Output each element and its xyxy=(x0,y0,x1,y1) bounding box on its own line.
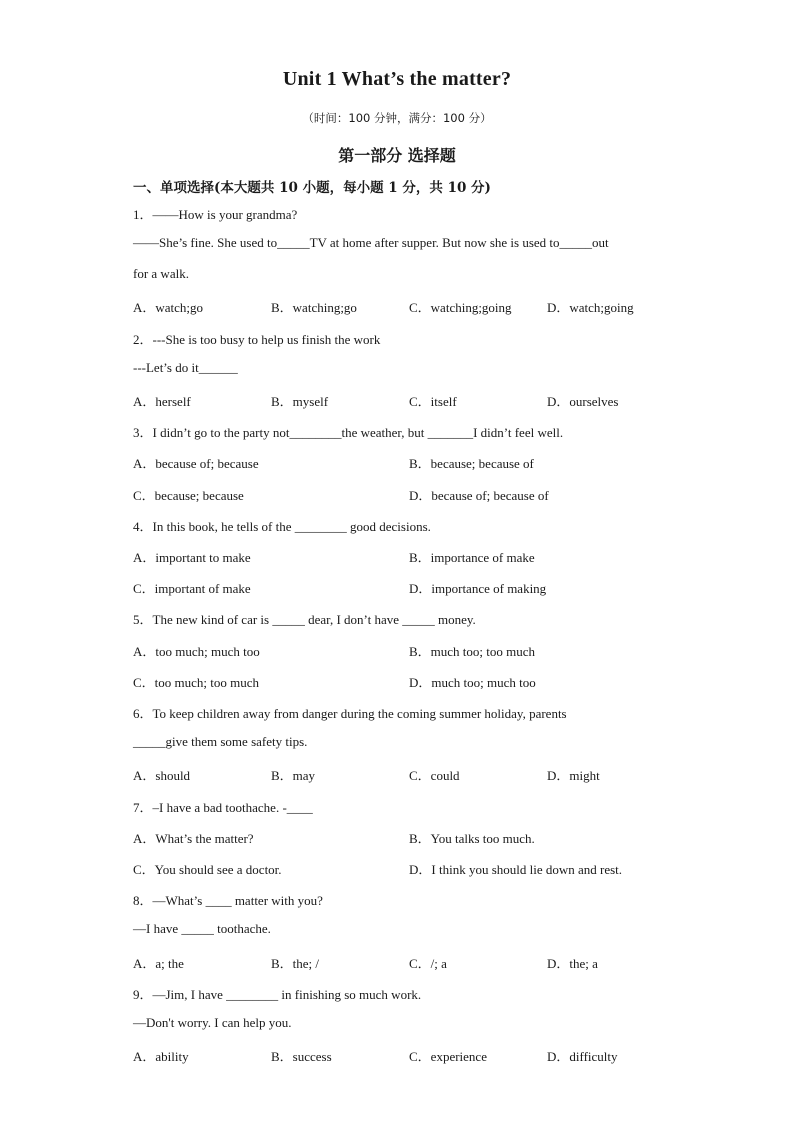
q9-option-d[interactable]: D．difficulty xyxy=(547,1049,618,1064)
q3-option-d[interactable]: D．because of; because of xyxy=(409,488,549,503)
q9-option-a[interactable]: A．ability xyxy=(133,1049,189,1064)
question-6-stem: 6．To keep children away from danger during the coming summer holiday, parents xyxy=(133,706,567,721)
q8-option-d[interactable]: D．the; a xyxy=(547,956,598,971)
part-heading: 第一部分 选择题 xyxy=(338,146,456,165)
q2-option-d[interactable]: D．ourselves xyxy=(547,394,619,409)
q8-option-c[interactable]: C．/; a xyxy=(409,956,447,971)
question-6-stem-line: _____give them some safety tips. xyxy=(133,734,308,749)
q6-option-c[interactable]: C．could xyxy=(409,768,460,783)
question-1-stem-line: for a walk. xyxy=(133,266,189,281)
page-title: Unit 1 What’s the matter? xyxy=(282,68,512,90)
q7-option-d[interactable]: D．I think you should lie down and rest. xyxy=(409,862,623,877)
exam-info: （时间：100 分钟，满分：100 分） xyxy=(302,111,492,125)
q8-option-b[interactable]: B．the; / xyxy=(271,956,320,971)
q5-option-d[interactable]: D．much too; much too xyxy=(409,675,536,690)
q2-option-c[interactable]: C．itself xyxy=(409,394,457,409)
q3-option-c[interactable]: C．because; because xyxy=(133,488,244,503)
question-9-stem-line: —Don't worry. I can help you. xyxy=(133,1015,292,1030)
question-8-stem-line: —I have _____ toothache. xyxy=(133,921,271,936)
section-heading: 一、单项选择(本大题共 10 小题，每小题 1 分，共 10 分) xyxy=(133,180,491,196)
q4-option-d[interactable]: D．importance of making xyxy=(409,581,547,596)
q1-option-b[interactable]: B．watching;go xyxy=(271,300,357,315)
q9-option-b[interactable]: B．success xyxy=(271,1049,332,1064)
q8-option-a[interactable]: A．a; the xyxy=(133,956,184,971)
q7-option-a[interactable]: A．What’s the matter? xyxy=(133,831,254,846)
question-9-stem: 9．—Jim, I have ________ in finishing so much work. xyxy=(133,987,422,1002)
q3-option-b[interactable]: B．because; because of xyxy=(409,456,534,471)
q6-option-d[interactable]: D．might xyxy=(547,768,600,783)
q1-option-a[interactable]: A．watch;go xyxy=(133,300,204,315)
q4-option-b[interactable]: B．importance of make xyxy=(409,550,535,565)
q9-option-c[interactable]: C．experience xyxy=(409,1049,487,1064)
q4-option-c[interactable]: C．important of make xyxy=(133,581,251,596)
q2-option-b[interactable]: B．myself xyxy=(271,394,329,409)
q5-option-b[interactable]: B．much too; too much xyxy=(409,644,536,659)
q1-option-c[interactable]: C．watching;going xyxy=(409,300,512,315)
question-2-stem-line: ---Let’s do it______ xyxy=(133,360,238,375)
question-2-stem: 2．---She is too busy to help us finish the work xyxy=(133,332,381,347)
q4-option-a[interactable]: A．important to make xyxy=(133,550,251,565)
q7-option-b[interactable]: B．You talks too much. xyxy=(409,831,535,846)
q5-option-a[interactable]: A．too much; much too xyxy=(133,644,260,659)
question-5-stem: 5．The new kind of car is _____ dear, I don’t have _____ money. xyxy=(133,612,476,627)
question-1-stem-line: ——She’s fine. She used to_____TV at home after supper. But now she is used to_____out xyxy=(133,235,609,250)
question-1-stem: 1．——How is your grandma? xyxy=(133,207,298,222)
question-4-stem: 4．In this book, he tells of the ________ good decisions. xyxy=(133,519,431,534)
question-3-stem: 3．I didn’t go to the party not________the weather, but _______I didn’t feel well. xyxy=(133,425,564,440)
q3-option-a[interactable]: A．because of; because xyxy=(133,456,259,471)
question-8-stem: 8．—What’s ____ matter with you? xyxy=(133,893,323,908)
question-7-stem: 7．–I have a bad toothache. -____ xyxy=(133,800,313,815)
q2-option-a[interactable]: A．herself xyxy=(133,394,191,409)
q6-option-b[interactable]: B．may xyxy=(271,768,316,783)
q5-option-c[interactable]: C．too much; too much xyxy=(133,675,260,690)
q1-option-d[interactable]: D．watch;going xyxy=(547,300,634,315)
q6-option-a[interactable]: A．should xyxy=(133,768,191,783)
q7-option-c[interactable]: C．You should see a doctor. xyxy=(133,862,282,877)
